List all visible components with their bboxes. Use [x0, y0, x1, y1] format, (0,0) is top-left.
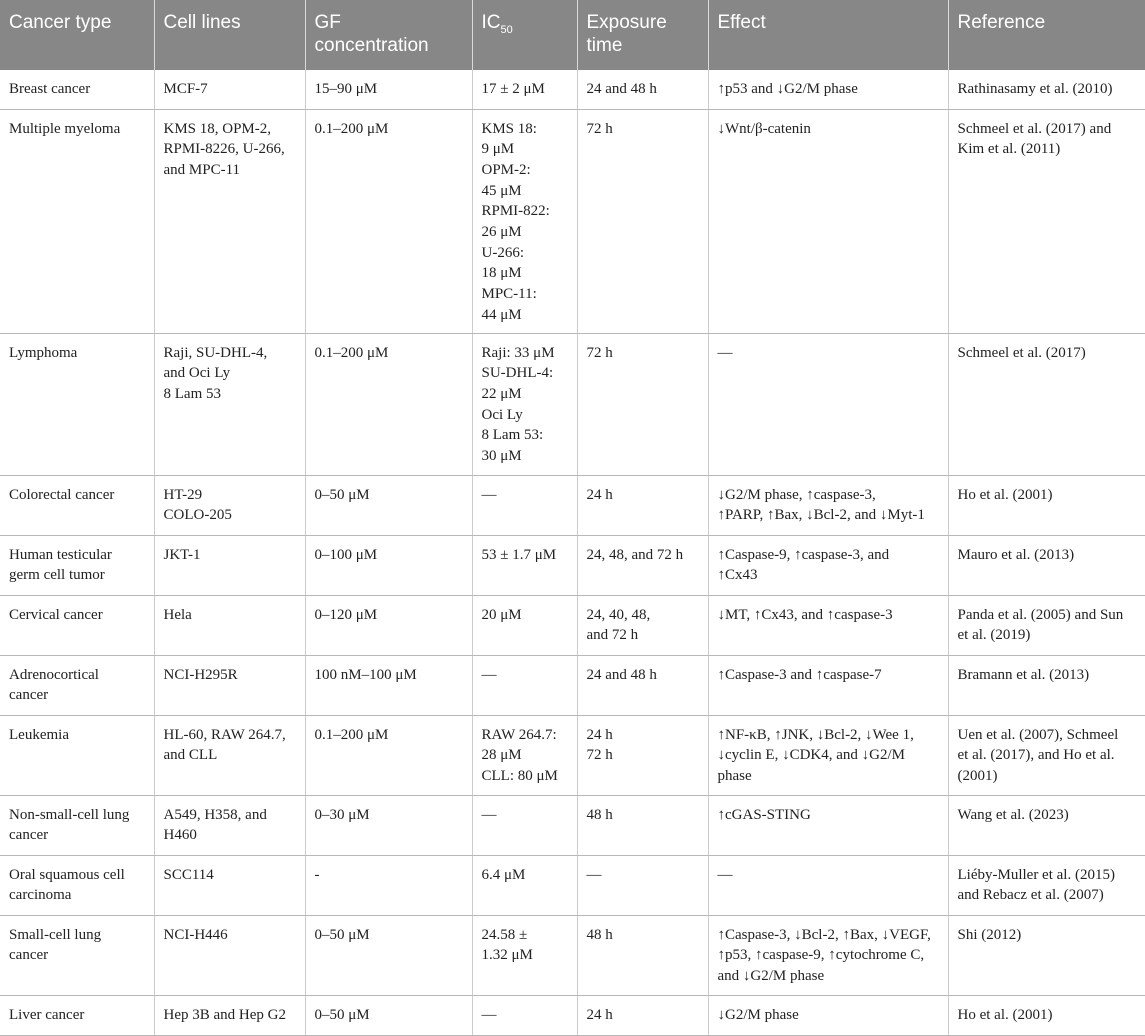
cell-cell-lines	[154, 855, 305, 915]
cell-gf-concentration-line: 0–50 μM	[314, 926, 370, 943]
header-cancer-type: Cancer type	[0, 0, 154, 70]
cell-gf-concentration-line: 0.1–200 μM	[314, 120, 389, 137]
cell-cancer-type-line: cancer	[9, 827, 49, 844]
table-row	[0, 715, 1145, 795]
cell-reference	[948, 915, 1145, 995]
cell-ic50	[472, 595, 577, 655]
cell-exposure-time-line: 24, 48, and 72 h	[586, 546, 684, 563]
cell-cancer-type	[0, 795, 154, 855]
cell-reference	[948, 595, 1145, 655]
cell-cell-lines-line: SCC114	[163, 866, 214, 883]
cell-cell-lines-line: NCI-H295R	[163, 666, 238, 683]
cell-cell-lines	[154, 109, 305, 333]
cell-effect-line: phase	[717, 767, 752, 784]
cell-effect	[708, 995, 948, 1035]
header-effect: Effect	[708, 0, 948, 70]
cell-exposure-time-line: 72 h	[586, 120, 613, 137]
cell-cancer-type	[0, 595, 154, 655]
cell-cancer-type-line: germ cell tumor	[9, 567, 105, 584]
cell-ic50-line: 26 μM	[481, 224, 522, 241]
cell-reference-line: Ho et al. (2001)	[957, 1006, 1053, 1023]
cell-gf-concentration	[305, 109, 472, 333]
cell-cancer-type-line: Non-small-cell lung	[9, 806, 130, 823]
cell-gf-concentration-line: 0.1–200 μM	[314, 344, 389, 361]
table-body	[0, 70, 1145, 1035]
cell-effect-line: —	[717, 866, 733, 883]
cell-cancer-type	[0, 855, 154, 915]
cell-reference-line: (2001)	[957, 767, 998, 784]
cell-gf-concentration-line: 0–100 μM	[314, 546, 378, 563]
cell-effect-line: ↑cGAS-STING	[717, 806, 811, 823]
cell-exposure-time-line: 24 and 48 h	[586, 666, 657, 683]
cell-reference	[948, 995, 1145, 1035]
cell-reference-line: and Rebacz et al. (2007)	[957, 887, 1104, 904]
cell-ic50-line: —	[481, 806, 497, 823]
cell-cell-lines-line: Hep 3B and Hep G2	[163, 1006, 286, 1023]
table-row	[0, 70, 1145, 109]
cell-ic50	[472, 795, 577, 855]
cell-cancer-type-line: Oral squamous cell	[9, 866, 125, 883]
cell-cell-lines-line: JKT-1	[163, 546, 201, 563]
cell-ic50-line: —	[481, 666, 497, 683]
cell-ic50-line: 30 μM	[481, 448, 522, 465]
cell-reference-line: Rathinasamy et al. (2010)	[957, 81, 1113, 97]
header-reference: Reference	[948, 0, 1145, 70]
cell-cell-lines-line: KMS 18, OPM-2,	[163, 120, 272, 137]
cell-ic50	[472, 475, 577, 535]
cell-exposure-time-line: —	[586, 866, 602, 883]
cell-effect	[708, 915, 948, 995]
cell-ic50-line: 53 ± 1.7 μM	[481, 546, 557, 563]
cell-cell-lines-line: and Oci Ly	[163, 365, 231, 382]
cell-exposure-time	[577, 595, 708, 655]
cell-reference	[948, 333, 1145, 475]
cell-exposure-time-line: and 72 h	[586, 627, 639, 644]
cell-effect	[708, 595, 948, 655]
cell-ic50	[472, 333, 577, 475]
cell-gf-concentration-line: 0–120 μM	[314, 606, 378, 623]
cell-reference	[948, 715, 1145, 795]
cell-cancer-type	[0, 995, 154, 1035]
cell-cancer-type-line: Cervical cancer	[9, 606, 103, 623]
cell-effect-line: ↓MT, ↑Cx43, and ↑caspase-3	[717, 606, 893, 623]
table-row	[0, 109, 1145, 333]
cell-cell-lines-line: Hela	[163, 606, 192, 623]
cell-cancer-type-line: cancer	[9, 687, 49, 704]
cell-exposure-time	[577, 995, 708, 1035]
cell-effect	[708, 109, 948, 333]
cell-gf-concentration	[305, 475, 472, 535]
cell-gf-concentration	[305, 995, 472, 1035]
cell-cancer-type-line: Breast cancer	[9, 81, 91, 97]
cell-exposure-time	[577, 655, 708, 715]
cell-effect-line: ↑NF-κB, ↑JNK, ↓Bcl-2, ↓Wee 1,	[717, 726, 914, 743]
cell-ic50-line: 8 Lam 53:	[481, 427, 544, 444]
table-row	[0, 535, 1145, 595]
cell-reference-line: Schmeel et al. (2017) and	[957, 120, 1112, 137]
cell-exposure-time-line: 24 and 48 h	[586, 81, 657, 97]
cell-cell-lines	[154, 595, 305, 655]
cell-cancer-type-line: Lymphoma	[9, 344, 78, 361]
cell-exposure-time-line: 72 h	[586, 344, 613, 361]
cell-gf-concentration-line: 0.1–200 μM	[314, 726, 389, 743]
cell-cell-lines	[154, 795, 305, 855]
cell-reference	[948, 855, 1145, 915]
cell-cancer-type-line: carcinoma	[9, 887, 72, 904]
cell-cell-lines-line: NCI-H446	[163, 926, 228, 943]
cell-effect	[708, 715, 948, 795]
cell-effect-line: ↓Wnt/β-catenin	[717, 120, 811, 137]
cell-cancer-type-line: Adrenocortical	[9, 666, 99, 683]
cell-reference	[948, 655, 1145, 715]
table-header	[0, 0, 1145, 70]
cell-cancer-type	[0, 655, 154, 715]
cell-ic50-line: SU-DHL-4:	[481, 365, 554, 382]
cell-effect-line: and ↓G2/M phase	[717, 967, 825, 984]
table-row	[0, 795, 1145, 855]
cell-ic50-line: 45 μM	[481, 182, 522, 199]
cell-exposure-time	[577, 70, 708, 109]
cell-gf-concentration	[305, 795, 472, 855]
cell-cancer-type-line: Small-cell lung	[9, 926, 102, 943]
cell-cell-lines-line: MCF-7	[163, 81, 208, 97]
cell-cancer-type	[0, 109, 154, 333]
cell-cancer-type	[0, 70, 154, 109]
cell-gf-concentration-line: 0–30 μM	[314, 806, 370, 823]
cell-cancer-type-line: Leukemia	[9, 726, 69, 743]
cell-ic50-line: —	[481, 486, 497, 503]
cell-exposure-time	[577, 535, 708, 595]
cell-ic50	[472, 915, 577, 995]
cell-cell-lines	[154, 995, 305, 1035]
cell-reference-line: Uen et al. (2007), Schmeel	[957, 726, 1119, 743]
cell-effect	[708, 475, 948, 535]
cell-effect	[708, 70, 948, 109]
cell-cancer-type	[0, 715, 154, 795]
table-row	[0, 655, 1145, 715]
cell-ic50-line: 17 ± 2 μM	[481, 81, 545, 97]
cell-effect	[708, 795, 948, 855]
cell-gf-concentration	[305, 595, 472, 655]
cell-ic50	[472, 655, 577, 715]
cell-ic50-line: OPM-2:	[481, 161, 531, 178]
cell-effect-line: ↑Caspase-3, ↓Bcl-2, ↑Bax, ↓VEGF,	[717, 926, 931, 943]
cell-exposure-time	[577, 109, 708, 333]
header-exposure-time: Exposure time	[577, 0, 708, 70]
cell-exposure-time-line: 24 h	[586, 486, 613, 503]
cell-ic50-line: U-266:	[481, 244, 524, 261]
cell-reference-line: Bramann et al. (2013)	[957, 666, 1090, 683]
cell-gf-concentration-line: 0–50 μM	[314, 486, 370, 503]
cell-reference	[948, 70, 1145, 109]
cell-cell-lines	[154, 70, 305, 109]
cell-reference	[948, 475, 1145, 535]
cell-effect-line: ↓G2/M phase, ↑caspase-3,	[717, 486, 876, 503]
cell-reference-line: Wang et al. (2023)	[957, 806, 1069, 823]
cell-reference-line: Panda et al. (2005) and Sun	[957, 606, 1124, 623]
cell-cell-lines-line: RPMI-8226, U-266,	[163, 141, 285, 158]
cell-reference-line: Liéby-Muller et al. (2015)	[957, 866, 1115, 883]
cell-cell-lines	[154, 333, 305, 475]
cell-reference-line: et al. (2017), and Ho et al.	[957, 747, 1115, 764]
header-gf-concentration: GF concentration	[305, 0, 472, 70]
cell-ic50-line: Oci Ly	[481, 406, 523, 423]
cell-ic50-line: 9 μM	[481, 141, 515, 158]
cell-cancer-type	[0, 475, 154, 535]
cell-cancer-type-line: Liver cancer	[9, 1006, 85, 1023]
table-row	[0, 855, 1145, 915]
cell-cell-lines-line: A549, H358, and	[163, 806, 267, 823]
cell-effect	[708, 333, 948, 475]
cell-effect-line: ↑Cx43	[717, 567, 758, 584]
cell-gf-concentration-line: 100 nM–100 μM	[314, 666, 417, 683]
cell-cell-lines	[154, 655, 305, 715]
cell-reference-line: et al. (2019)	[957, 627, 1031, 644]
cell-effect-line: ↓G2/M phase	[717, 1006, 799, 1023]
cell-ic50-line: 28 μM	[481, 747, 522, 764]
cell-cell-lines-line: Raji, SU-DHL-4,	[163, 344, 268, 361]
cell-cancer-type-line: cancer	[9, 947, 49, 964]
cell-gf-concentration	[305, 715, 472, 795]
cell-exposure-time-line: 24, 40, 48,	[586, 606, 651, 623]
cell-reference-line: Kim et al. (2011)	[957, 141, 1061, 158]
cell-gf-concentration	[305, 855, 472, 915]
cell-exposure-time	[577, 475, 708, 535]
header-ic50: $IC_{50}$	[472, 0, 577, 70]
cell-reference	[948, 535, 1145, 595]
cell-exposure-time-line: 72 h	[586, 747, 613, 764]
cell-gf-concentration-line: 0–50 μM	[314, 1006, 370, 1023]
cell-cancer-type	[0, 535, 154, 595]
cell-gf-concentration	[305, 333, 472, 475]
cell-exposure-time	[577, 855, 708, 915]
cell-ic50	[472, 70, 577, 109]
cell-reference-line: Schmeel et al. (2017)	[957, 344, 1086, 361]
cell-ic50	[472, 109, 577, 333]
cell-ic50	[472, 715, 577, 795]
cell-ic50-line: 18 μM	[481, 265, 522, 282]
cell-gf-concentration-line: -	[314, 866, 320, 883]
cell-cancer-type-line: Human testicular	[9, 546, 112, 563]
cell-exposure-time	[577, 333, 708, 475]
cell-cancer-type-line: Multiple myeloma	[9, 120, 121, 137]
cell-ic50-line: —	[481, 1006, 497, 1023]
cell-ic50-line: 24.58 ±	[481, 926, 528, 943]
cell-ic50-line: CLL: 80 μM	[481, 767, 558, 784]
cell-effect	[708, 655, 948, 715]
cell-cell-lines	[154, 915, 305, 995]
cell-cell-lines-line: and CLL	[163, 747, 218, 764]
cell-exposure-time-line: 24 h	[586, 726, 613, 743]
cell-cell-lines-line: H460	[163, 827, 197, 844]
cell-cancer-type-line: Colorectal cancer	[9, 486, 115, 503]
cell-ic50-line: MPC-11:	[481, 286, 537, 303]
cell-reference	[948, 109, 1145, 333]
cell-effect-line: ↑PARP, ↑Bax, ↓Bcl-2, and ↓Myt-1	[717, 507, 925, 524]
cell-exposure-time	[577, 715, 708, 795]
cell-gf-concentration	[305, 915, 472, 995]
cell-ic50-line: Raji: 33 μM	[481, 344, 555, 361]
table-row	[0, 995, 1145, 1035]
cell-effect-line: ↓cyclin E, ↓CDK4, and ↓G2/M	[717, 747, 905, 764]
cell-ic50-line: 44 μM	[481, 306, 522, 323]
cell-ic50-line: 20 μM	[481, 606, 522, 623]
cell-exposure-time	[577, 915, 708, 995]
cell-ic50-line: 22 μM	[481, 385, 522, 402]
cell-exposure-time	[577, 795, 708, 855]
cell-effect-line: ↑p53 and ↓G2/M phase	[717, 81, 858, 97]
cell-exposure-time-line: 48 h	[586, 806, 613, 823]
cell-effect-line: —	[717, 344, 733, 361]
cell-reference-line: Ho et al. (2001)	[957, 486, 1053, 503]
table-row	[0, 475, 1145, 535]
cell-effect	[708, 535, 948, 595]
cell-gf-concentration	[305, 655, 472, 715]
cell-effect	[708, 855, 948, 915]
cell-exposure-time-line: 48 h	[586, 926, 613, 943]
cell-exposure-time-line: 24 h	[586, 1006, 613, 1023]
cell-cell-lines	[154, 715, 305, 795]
cell-gf-concentration	[305, 70, 472, 109]
cell-ic50-line: 1.32 μM	[481, 947, 533, 964]
cell-reference-line: Shi (2012)	[957, 926, 1022, 943]
cell-cell-lines	[154, 535, 305, 595]
cell-cell-lines-line: 8 Lam 53	[163, 385, 221, 402]
cell-ic50-line: KMS 18:	[481, 120, 537, 137]
cell-cell-lines-line: HL-60, RAW 264.7,	[163, 726, 286, 743]
cell-cell-lines	[154, 475, 305, 535]
cell-cancer-type	[0, 333, 154, 475]
cell-cell-lines-line: HT-29	[163, 486, 203, 503]
cell-ic50-line: RAW 264.7:	[481, 726, 557, 743]
table-row	[0, 915, 1145, 995]
cell-gf-concentration-line: 15–90 μM	[314, 81, 378, 97]
cell-ic50	[472, 995, 577, 1035]
cell-cell-lines-line: COLO-205	[163, 507, 232, 524]
cell-ic50-line: 6.4 μM	[481, 866, 526, 883]
header-row	[0, 0, 1145, 70]
cell-gf-concentration	[305, 535, 472, 595]
cell-effect-line: ↑p53, ↑caspase-9, ↑cytochrome C,	[717, 947, 925, 964]
cell-effect-line: ↑Caspase-9, ↑caspase-3, and	[717, 546, 890, 563]
cell-ic50	[472, 855, 577, 915]
cell-reference-line: Mauro et al. (2013)	[957, 546, 1075, 563]
cell-ic50-line: RPMI-822:	[481, 203, 550, 220]
cell-effect-line: ↑Caspase-3 and ↑caspase-7	[717, 666, 882, 683]
cell-ic50	[472, 535, 577, 595]
table-row	[0, 333, 1145, 475]
cell-cell-lines-line: and MPC-11	[163, 161, 241, 178]
header-cell-lines: Cell lines	[154, 0, 305, 70]
cell-cancer-type	[0, 915, 154, 995]
table-row	[0, 595, 1145, 655]
cell-reference	[948, 795, 1145, 855]
